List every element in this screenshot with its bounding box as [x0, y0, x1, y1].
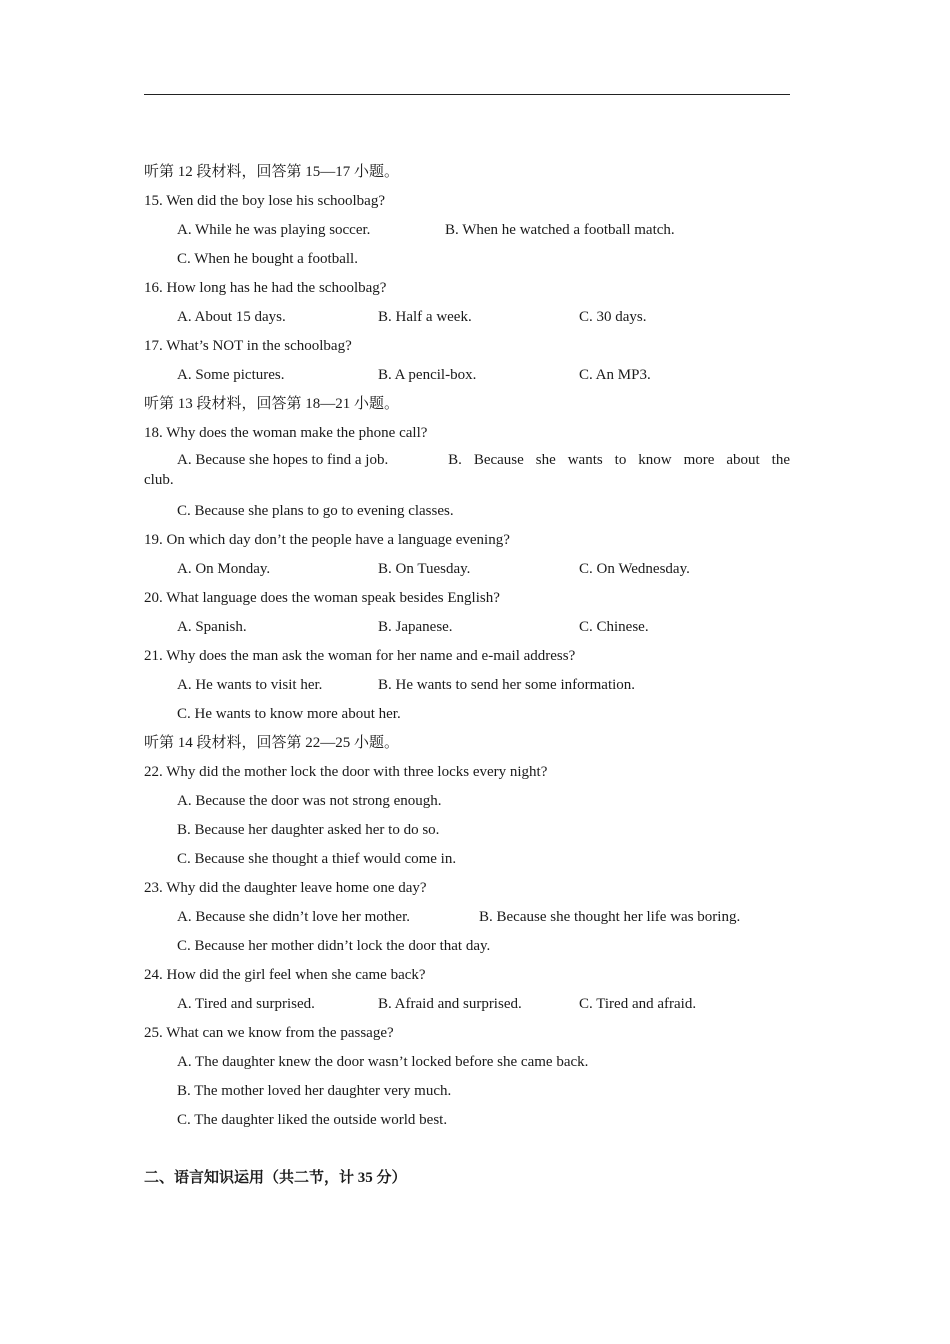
option-24-b: B. Afraid and surprised. — [378, 996, 522, 1012]
question-stem-22: 22. Why did the mother lock the door with three locks every night? — [144, 764, 548, 780]
option-18-a: A. Because she hopes to find a job. — [177, 452, 389, 468]
exam-content — [144, 160, 790, 1137]
question-stem-25: 25. What can we know from the passage? — [144, 1025, 394, 1041]
option-21-c: C. He wants to know more about her. — [177, 706, 401, 722]
option-15-c: C. When he bought a football. — [177, 251, 358, 267]
option-23-c: C. Because her mother didn’t lock the door that day. — [177, 938, 491, 954]
option-21-b: B. He wants to send her some information. — [378, 677, 636, 693]
option-19-c: C. On Wednesday. — [579, 561, 690, 577]
question-stem-21: 21. Why does the man ask the woman for her name and e-mail address? — [144, 648, 576, 664]
option-18-b-word: she — [535, 452, 556, 468]
option-18-b-word: about — [726, 452, 760, 468]
options-21 — [144, 673, 790, 702]
question-stem-16: 16. How long has he had the schoolbag? — [144, 280, 387, 296]
option-17-c: C. An MP3. — [579, 367, 651, 383]
option-23-a: A. Because she didn’t love her mother. — [177, 909, 410, 925]
options-24 — [144, 992, 790, 1021]
option-22-c: C. Because she thought a thief would come in. — [177, 851, 457, 867]
option-21-a: A. He wants to visit her. — [177, 677, 323, 693]
option-16-a: A. About 15 days. — [177, 309, 286, 325]
options-23 — [144, 905, 790, 934]
header-rule — [144, 94, 790, 95]
section-intro: 听第 13 段材料，回答第 18—21 小题。 — [144, 396, 400, 412]
question-stem-23: 23. Why did the daughter leave home one day? — [144, 880, 427, 896]
option-22-a: A. Because the door was not strong enough. — [177, 793, 442, 809]
options-19 — [144, 557, 790, 586]
option-18-b-word: Because — [473, 452, 524, 468]
option-23-b: B. Because she thought her life was boring. — [479, 909, 741, 925]
option-24-c: C. Tired and afraid. — [579, 996, 697, 1012]
option-22-b: B. Because her daughter asked her to do so. — [177, 822, 440, 838]
option-24-a: A. Tired and surprised. — [177, 996, 315, 1012]
question-stem-24: 24. How did the girl feel when she came back? — [144, 967, 426, 983]
option-20-c: C. Chinese. — [579, 619, 649, 635]
option-15-b: B. When he watched a football match. — [445, 222, 675, 238]
option-17-a: A. Some pictures. — [177, 367, 285, 383]
option-20-b: B. Japanese. — [378, 619, 453, 635]
option-18-b-word: to — [614, 452, 627, 468]
option-19-a: A. On Monday. — [177, 561, 271, 577]
options-15 — [144, 218, 790, 247]
options-20 — [144, 615, 790, 644]
option-17-b: B. A pencil-box. — [378, 367, 477, 383]
option-18-b-word: know — [638, 452, 672, 468]
options-18-ab — [144, 450, 790, 499]
question-stem-17: 17. What’s NOT in the schoolbag? — [144, 338, 352, 354]
options-18-row — [144, 450, 790, 470]
option-18-c: C. Because she plans to go to evening classes. — [177, 503, 454, 519]
question-stem-18: 18. Why does the woman make the phone call? — [144, 425, 428, 441]
option-20-a: A. Spanish. — [177, 619, 247, 635]
options-17 — [144, 363, 790, 392]
option-18-b-word: B. — [448, 452, 462, 468]
question-stem-15: 15. Wen did the boy lose his schoolbag? — [144, 193, 385, 209]
question-stem-19: 19. On which day don’t the people have a language evening? — [144, 532, 510, 548]
option-19-b: B. On Tuesday. — [378, 561, 471, 577]
section-intro: 听第 12 段材料，回答第 15—17 小题。 — [144, 164, 400, 180]
option-16-b: B. Half a week. — [378, 309, 472, 325]
option-18-b-word: the — [771, 452, 790, 468]
option-25-c: C. The daughter liked the outside world best. — [177, 1112, 448, 1128]
options-16 — [144, 305, 790, 334]
part-two-heading: 二、语言知识运用（共二节，计 35 分） — [144, 1170, 407, 1186]
option-18-b-word: wants — [567, 452, 603, 468]
option-25-b: B. The mother loved her daughter very much. — [177, 1083, 452, 1099]
option-16-c: C. 30 days. — [579, 309, 647, 325]
question-stem-20: 20. What language does the woman speak besides English? — [144, 590, 500, 606]
option-18-b-word: more — [683, 452, 715, 468]
option-15-a: A. While he was playing soccer. — [177, 222, 371, 238]
section-intro: 听第 14 段材料，回答第 22—25 小题。 — [144, 735, 400, 751]
option-18-b-continuation: club. — [144, 472, 174, 488]
option-25-a: A. The daughter knew the door wasn’t locked before she came back. — [177, 1054, 589, 1070]
